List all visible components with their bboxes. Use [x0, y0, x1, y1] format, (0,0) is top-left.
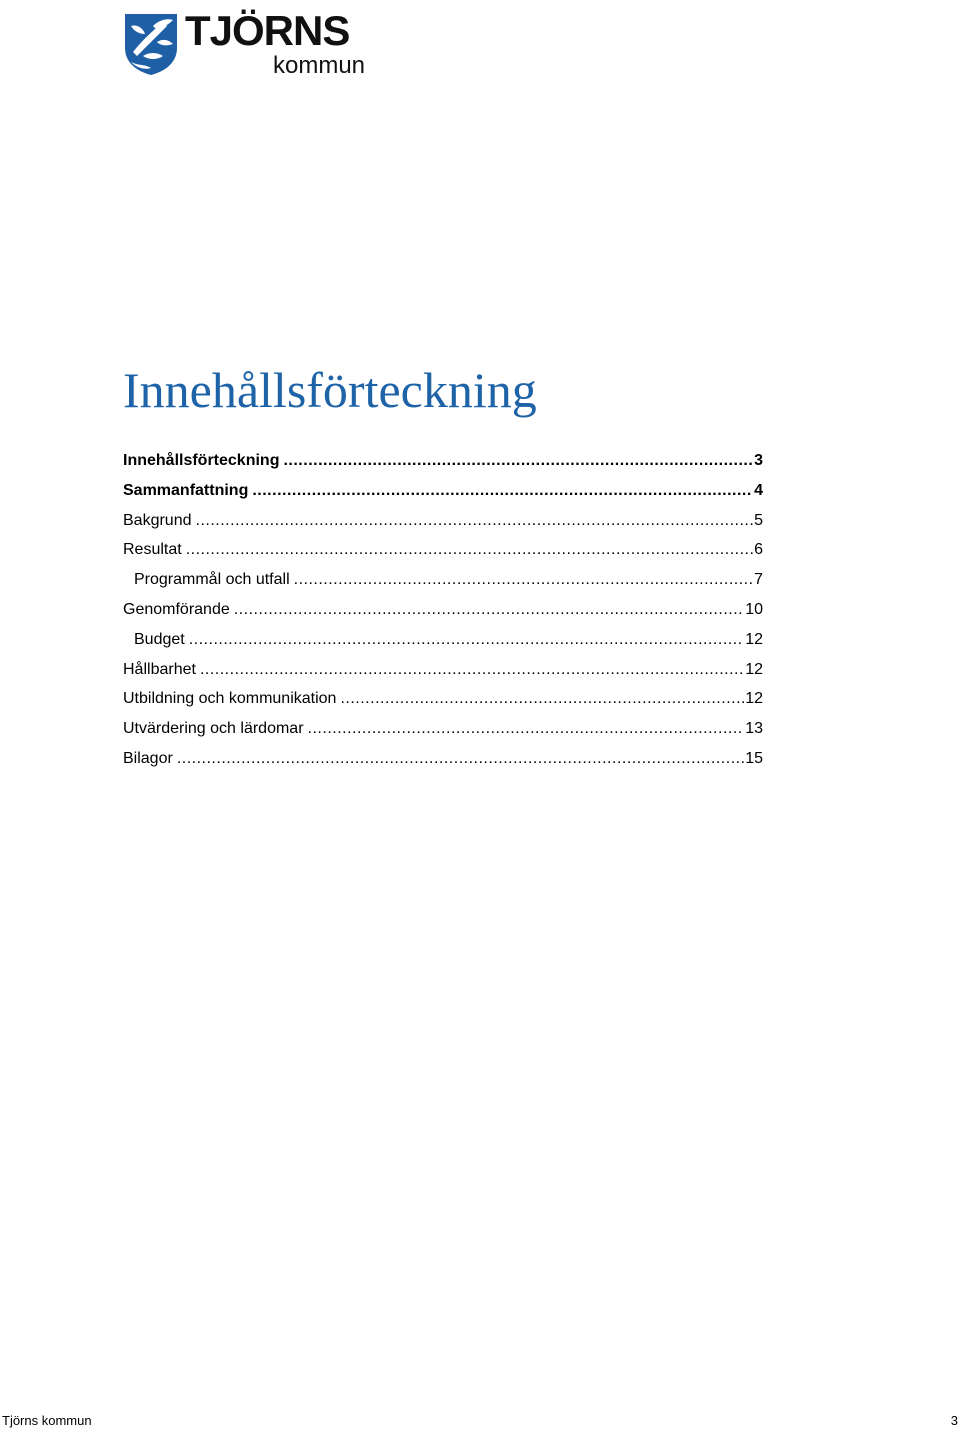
toc-entry-page: 12 [745, 690, 763, 708]
toc-entry[interactable] [123, 506, 763, 536]
toc-entry-title: Budget [134, 630, 185, 648]
toc-dot-leader [196, 506, 754, 536]
toc-entry-page: 4 [754, 481, 763, 499]
toc-entry[interactable] [123, 655, 763, 685]
toc-dot-leader [200, 655, 744, 685]
municipal-crest-icon [123, 12, 179, 76]
toc-entry-title: Innehållsförteckning [123, 452, 280, 469]
toc-entry-page: 12 [745, 630, 763, 648]
toc-entry-title: Hållbarhet [123, 660, 196, 678]
toc-entry-title: Genomförande [123, 600, 230, 618]
toc-entry[interactable] [123, 744, 763, 774]
toc-entry-title: Resultat [123, 541, 182, 559]
toc-entry-title: Bilagor [123, 749, 173, 767]
toc-dot-leader [252, 476, 753, 506]
toc-entry[interactable] [123, 714, 763, 744]
toc-entry-page: 5 [754, 511, 763, 529]
toc-entry-page: 7 [754, 571, 763, 589]
toc-dot-leader [177, 744, 744, 774]
toc-dot-leader [186, 535, 753, 565]
toc-dot-leader [294, 565, 753, 595]
table-of-contents [123, 446, 763, 774]
logo-name: TJÖRNS [185, 7, 350, 54]
footer-page-number: 3 [950, 1413, 958, 1428]
toc-entry[interactable] [123, 625, 763, 655]
toc-entry-title: Sammanfattning [123, 481, 249, 499]
logo-subtitle: kommun [273, 52, 366, 79]
toc-entry-page: 3 [754, 452, 763, 469]
toc-dot-leader [189, 625, 744, 655]
toc-entry[interactable] [123, 446, 763, 476]
toc-entry-page: 6 [754, 541, 763, 559]
toc-entry[interactable] [123, 476, 763, 506]
toc-entry-title: Programmål och utfall [134, 571, 290, 589]
toc-entry[interactable] [123, 595, 763, 625]
toc-entry-page: 10 [745, 600, 763, 618]
toc-entry-title: Utvärdering och lärdomar [123, 720, 304, 738]
toc-entry-title: Bakgrund [123, 511, 192, 529]
toc-entry-title: Utbildning och kommunikation [123, 690, 337, 708]
toc-entry[interactable] [123, 565, 763, 595]
toc-dot-leader [234, 595, 744, 625]
toc-entry[interactable] [123, 684, 763, 714]
toc-entry-page: 12 [745, 660, 763, 678]
toc-entry-page: 15 [745, 749, 763, 767]
page-title: Innehållsförteckning [123, 362, 537, 418]
toc-entry[interactable] [123, 535, 763, 565]
toc-dot-leader [283, 446, 753, 476]
footer-org: Tjörns kommun [2, 1413, 92, 1428]
toc-entry-page: 13 [745, 720, 763, 738]
municipality-logo [123, 7, 373, 79]
toc-dot-leader [308, 714, 745, 744]
toc-dot-leader [340, 684, 744, 714]
